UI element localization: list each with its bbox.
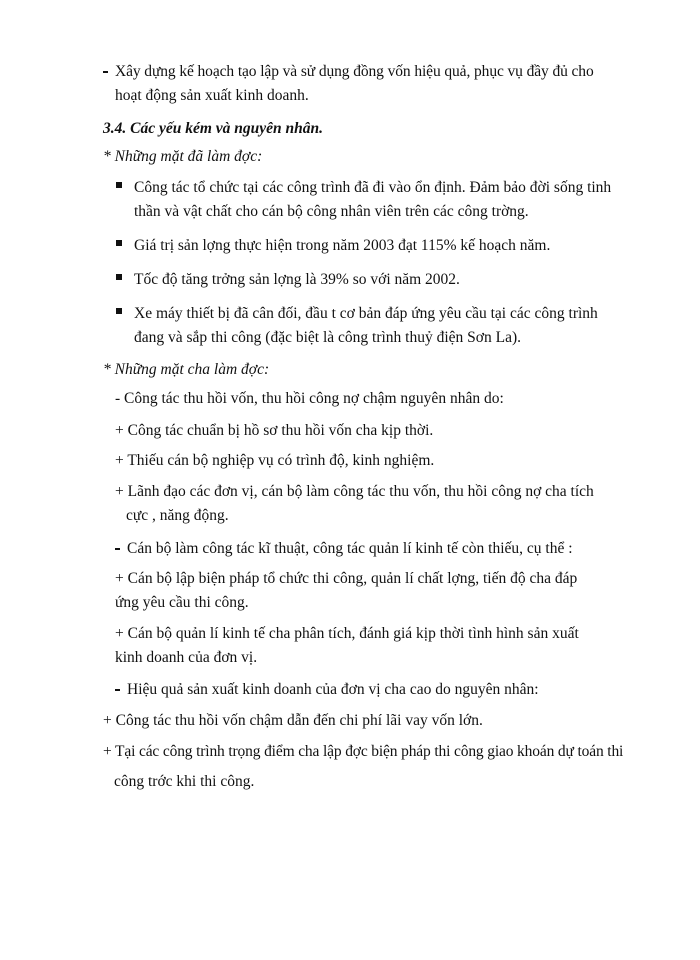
staff-reason-1-line-1: + Cán bộ lập biện pháp tổ chức thi công, quản lí chất lợng, tiến độ cha đáp [115, 570, 578, 587]
debt-reason-3-line-2: cực , năng động. [126, 507, 229, 524]
debt-reason-2: + Thiếu cán bộ nghiệp vụ có trình độ, kinh nghiệm. [115, 452, 435, 469]
debt-reason-1: + Công tác chuẩn bị hồ sơ thu hồi vốn cha kịp thời. [115, 422, 434, 439]
achieved-heading: * Những mặt đã làm đợc: [103, 148, 263, 165]
efficiency-reason-2-line-2: công trớc khi thi công. [114, 773, 255, 790]
achieved-item-3: Tốc độ tăng trởng sản lợng là 39% so với năm 2002. [134, 271, 460, 288]
achieved-item-1-line-2: thần và vật chất cho cán bộ công nhân viên trên các công trờng. [134, 203, 529, 220]
intro-line-1: Xây dựng kế hoạch tạo lập và sử dụng đồng vốn hiệu quả, phục vụ đầy đủ cho [115, 63, 594, 80]
staff-line: Cán bộ làm công tác kĩ thuật, công tác quản lí kinh tế còn thiếu, cụ thể : [127, 540, 573, 557]
dash-bullet-icon [115, 689, 120, 691]
square-bullet-icon [116, 274, 122, 280]
debt-line: - Công tác thu hồi vốn, thu hồi công nợ chậm nguyên nhân do: [115, 390, 504, 407]
achieved-item-1-line-1: Công tác tổ chức tại các công trình đã đi vào ổn định. Đảm bảo đời sống tinh [134, 179, 612, 196]
debt-reason-3-line-1: + Lãnh đạo các đơn vị, cán bộ làm công tác thu vốn, thu hồi công nợ cha tích [115, 483, 594, 500]
not-achieved-heading: * Những mặt cha làm đợc: [103, 361, 270, 378]
staff-reason-2-line-1: + Cán bộ quản lí kinh tế cha phân tích, đánh giá kịp thời tình hình sản xuất [115, 625, 579, 642]
staff-reason-2-line-2: kinh doanh của đơn vị. [115, 649, 258, 666]
staff-reason-1-line-2: ứng yêu cầu thi công. [115, 594, 249, 611]
efficiency-reason-2-line-1: + Tại các công trình trọng điểm cha lập đợc biện pháp thi công giao khoán dự toán thi [103, 743, 624, 760]
achieved-item-4-line-2: đang và sắp thi công (đặc biệt là công trình thuỷ điện Sơn La). [134, 329, 521, 346]
square-bullet-icon [116, 182, 122, 188]
achieved-item-2: Giá trị sản lợng thực hiện trong năm 2003 đạt 115% kế hoạch năm. [134, 237, 551, 254]
dash-bullet-icon [103, 71, 108, 73]
square-bullet-icon [116, 240, 122, 246]
efficiency-line: Hiệu quả sản xuất kinh doanh của đơn vị cha cao do nguyên nhân: [127, 681, 539, 698]
efficiency-reason-1: + Công tác thu hồi vốn chậm dẫn đến chi phí lãi vay vốn lớn. [103, 712, 483, 729]
dash-bullet-icon [115, 548, 120, 550]
section-heading: 3.4. Các yếu kém và nguyên nhân. [103, 120, 324, 137]
achieved-item-4-line-1: Xe máy thiết bị đã cân đối, đầu t cơ bản đáp ứng yêu cầu tại các công trình [134, 305, 598, 322]
intro-line-2: hoạt động sản xuất kinh doanh. [115, 87, 309, 104]
square-bullet-icon [116, 308, 122, 314]
